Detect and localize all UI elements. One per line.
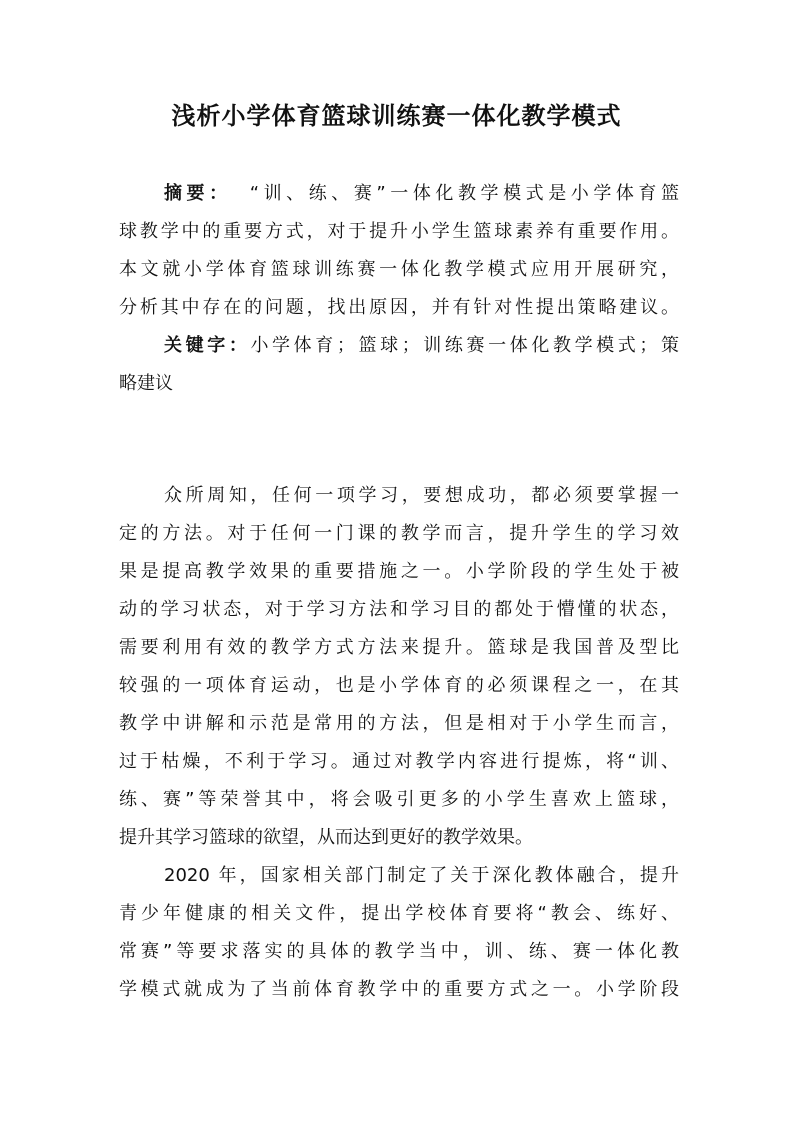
abstract-text: “训、练、赛”一体化教学模式是小学体育篮	[249, 183, 679, 204]
abstract-label: 摘要：	[164, 183, 232, 204]
paragraph1-line-7: 教学中讲解和示范是常用的方法，但是相对于小学生而言，	[119, 713, 679, 734]
paragraph1-line-8: 过于枯燥，不利于学习。通过对教学内容进行提炼，将“训、	[119, 751, 679, 772]
paragraph1-line-10: 提升其学习篮球的欲望，从而达到更好的教学效果。	[119, 827, 533, 848]
paragraph2-line-3: 常赛”等要求落实的具体的教学当中，训、练、赛一体化教	[119, 941, 679, 962]
paragraph1-line-2: 定的方法。对于任何一门课的教学而言，提升学生的学习效	[119, 523, 679, 544]
keywords-text: 小学体育；篮球；训练赛一体化教学模式；策	[250, 335, 680, 356]
abstract-line-4: 分析其中存在的问题，找出原因，并有针对性提出策略建议。	[119, 297, 679, 318]
paragraph1-line-1: 众所周知，任何一项学习，要想成功，都必须要掌握一	[164, 485, 679, 506]
paragraph1-line-5: 需要利用有效的教学方式方法来提升。篮球是我国普及型比	[119, 637, 679, 658]
paragraph1-line-3: 果是提高教学效果的重要措施之一。小学阶段的学生处于被	[119, 561, 679, 582]
paragraph1-line-6: 较强的一项体育运动，也是小学体育的必须课程之一，在其	[119, 675, 679, 696]
abstract-line-3: 本文就小学体育篮球训练赛一体化教学模式应用开展研究，	[119, 259, 679, 280]
keywords-line-1	[164, 327, 679, 365]
paragraph2-line-4: 学模式就成为了当前体育教学中的重要方式之一。小学阶段	[119, 979, 679, 1000]
paragraph2-line-2: 青少年健康的相关文件，提出学校体育要将“教会、练好、	[119, 903, 679, 924]
keywords-line-2: 略建议	[119, 373, 173, 394]
keywords-label: 关键字：	[164, 335, 251, 356]
document-title: 浅析小学体育篮球训练赛一体化教学模式	[171, 102, 622, 130]
abstract-line-2: 球教学中的重要方式，对于提升小学生篮球素养有重要作用。	[119, 221, 679, 242]
paragraph2-line-1: 2020 年，国家相关部门制定了关于深化教体融合，提升	[164, 865, 679, 886]
paragraph1-line-4: 动的学习状态，对于学习方法和学习目的都处于懵懂的状态，	[119, 599, 679, 620]
abstract-line-1	[164, 175, 679, 213]
paragraph1-line-9: 练、赛”等荣誉其中，将会吸引更多的小学生喜欢上篮球，	[119, 789, 679, 810]
